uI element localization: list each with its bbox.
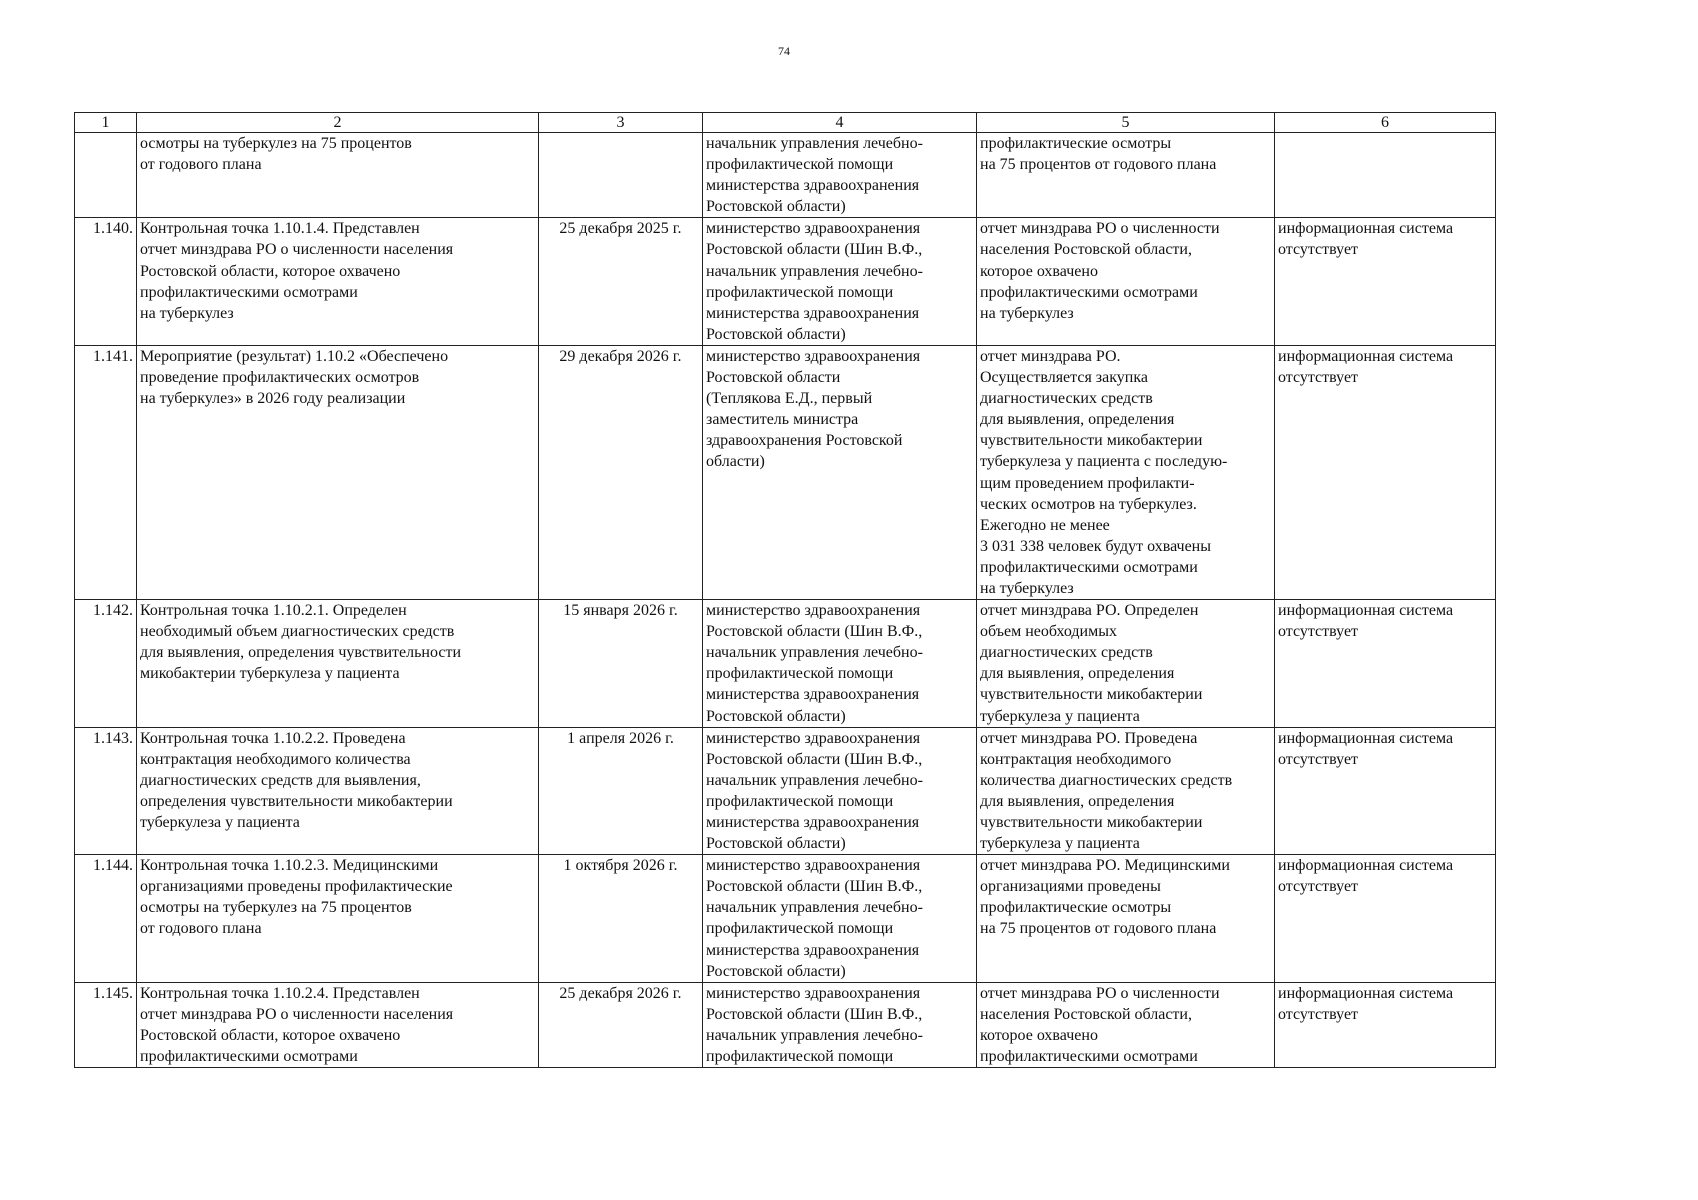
- information-system: информационная система отсутствует: [1275, 727, 1496, 855]
- column-header-5: 5: [977, 113, 1275, 133]
- deadline-date: 15 января 2026 г.: [539, 600, 703, 728]
- event-name: Контрольная точка 1.10.2.2. Проведена контрактация необходимого количества диагностических средств для выявления, определения чувствительности микобактерии туберкулеза у пациента: [137, 727, 539, 855]
- header-row: [75, 113, 1496, 133]
- event-name: Контрольная точка 1.10.2.4. Представлен отчет минздрава РО о численности населения Ростовской области, которое охвачено профилактическими осмотрами: [137, 982, 539, 1067]
- responsible-party: министерство здравоохранения Ростовской области (Шин В.Ф., начальник управления лечебно- профилактической помощи министерства здравоохранения Ростовской области): [703, 218, 977, 346]
- table-row: [75, 218, 1496, 346]
- event-name: Контрольная точка 1.10.2.3. Медицинскими организациями проведены профилактические осмотры на туберкулез на 75 процентов от годового плана: [137, 855, 539, 983]
- table-row: [75, 855, 1496, 983]
- row-number: [75, 133, 137, 218]
- column-header-1: 1: [75, 113, 137, 133]
- information-system: информационная система отсутствует: [1275, 982, 1496, 1067]
- information-system: [1275, 133, 1496, 218]
- table-row: [75, 133, 1496, 218]
- information-system: информационная система отсутствует: [1275, 218, 1496, 346]
- result-description: отчет минздрава РО. Осуществляется закупка диагностических средств для выявления, определения чувствительности микобактерии туберкулеза у пациента с последую- щим проведением профилакти- ческих осмотров на туберкулез. Ежегодно не менее 3 031 338 человек будут охвачены профилактическими осмотрами на туберкулез: [977, 345, 1275, 599]
- column-header-2: 2: [137, 113, 539, 133]
- deadline-date: [539, 133, 703, 218]
- deadline-date: 29 декабря 2026 г.: [539, 345, 703, 599]
- information-system: информационная система отсутствует: [1275, 855, 1496, 983]
- information-system: информационная система отсутствует: [1275, 600, 1496, 728]
- table-row: [75, 982, 1496, 1067]
- deadline-date: 25 декабря 2025 г.: [539, 218, 703, 346]
- result-description: отчет минздрава РО. Определен объем необходимых диагностических средств для выявления, определения чувствительности микобактерии туберкулеза у пациента: [977, 600, 1275, 728]
- responsible-party: начальник управления лечебно- профилактической помощи министерства здравоохранения Ростовской области): [703, 133, 977, 218]
- row-number: 1.140.: [75, 218, 137, 346]
- result-description: отчет минздрава РО о численности населения Ростовской области, которое охвачено профилактическими осмотрами: [977, 982, 1275, 1067]
- column-header-6: 6: [1275, 113, 1496, 133]
- information-system: информационная система отсутствует: [1275, 345, 1496, 599]
- event-name: Контрольная точка 1.10.2.1. Определен необходимый объем диагностических средств для выявления, определения чувствительности микобактерии туберкулеза у пациента: [137, 600, 539, 728]
- result-description: профилактические осмотры на 75 процентов от годового плана: [977, 133, 1275, 218]
- row-number: 1.142.: [75, 600, 137, 728]
- deadline-date: 1 апреля 2026 г.: [539, 727, 703, 855]
- result-description: отчет минздрава РО. Проведена контрактация необходимого количества диагностических средств для выявления, определения чувствительности микобактерии туберкулеза у пациента: [977, 727, 1275, 855]
- responsible-party: министерство здравоохранения Ростовской области (Шин В.Ф., начальник управления лечебно- профилактической помощи министерства здравоохранения Ростовской области): [703, 855, 977, 983]
- deadline-date: 25 декабря 2026 г.: [539, 982, 703, 1067]
- table-row: [75, 600, 1496, 728]
- event-name: Контрольная точка 1.10.1.4. Представлен отчет минздрава РО о численности населения Ростовской области, которое охвачено профилактическими осмотрами на туберкулез: [137, 218, 539, 346]
- responsible-party: министерство здравоохранения Ростовской области (Шин В.Ф., начальник управления лечебно- профилактической помощи министерства здравоохранения Ростовской области): [703, 727, 977, 855]
- plan-table: [74, 112, 1496, 1068]
- event-name: Мероприятие (результат) 1.10.2 «Обеспечено проведение профилактических осмотров на туберкулез» в 2026 году реализации: [137, 345, 539, 599]
- responsible-party: министерство здравоохранения Ростовской области (Теплякова Е.Д., первый заместитель министра здравоохранения Ростовской области): [703, 345, 977, 599]
- table-row: [75, 727, 1496, 855]
- row-number: 1.141.: [75, 345, 137, 599]
- row-number: 1.144.: [75, 855, 137, 983]
- result-description: отчет минздрава РО. Медицинскими организациями проведены профилактические осмотры на 75 процентов от годового плана: [977, 855, 1275, 983]
- deadline-date: 1 октября 2026 г.: [539, 855, 703, 983]
- responsible-party: министерство здравоохранения Ростовской области (Шин В.Ф., начальник управления лечебно- профилактической помощи: [703, 982, 977, 1067]
- row-number: 1.145.: [75, 982, 137, 1067]
- column-header-3: 3: [539, 113, 703, 133]
- column-header-4: 4: [703, 113, 977, 133]
- page-number: 74: [778, 44, 790, 58]
- row-number: 1.143.: [75, 727, 137, 855]
- result-description: отчет минздрава РО о численности населения Ростовской области, которое охвачено профилактическими осмотрами на туберкулез: [977, 218, 1275, 346]
- responsible-party: министерство здравоохранения Ростовской области (Шин В.Ф., начальник управления лечебно- профилактической помощи министерства здравоохранения Ростовской области): [703, 600, 977, 728]
- table-row: [75, 345, 1496, 599]
- event-name: осмотры на туберкулез на 75 процентов от годового плана: [137, 133, 539, 218]
